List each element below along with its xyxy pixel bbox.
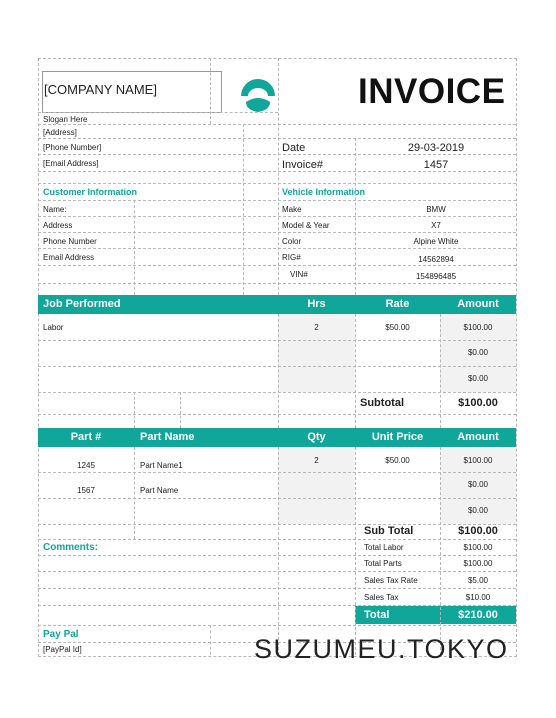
vehicle-color-label: Color [282,237,302,246]
grid-line [38,200,516,201]
parts-row-amount: $100.00 [463,456,493,465]
company-slogan: Slogan Here [43,115,88,124]
company-phone: [Phone Number] [43,143,102,152]
grid-line [355,447,356,655]
grid-line [38,392,516,393]
vehicle-model-value: X7 [431,221,441,230]
job-row-amount: $0.00 [467,374,489,383]
job-header-amount: Amount [457,298,499,310]
job-row-amount: $0.00 [467,348,489,357]
summary-sales-tax-value: $10.00 [465,593,491,602]
comments-title: Comments: [43,542,99,553]
grid-line [38,112,278,113]
company-name: [COMPANY NAME] [44,82,157,97]
total-label: Total [364,609,390,621]
grid-line [38,625,516,626]
summary-total-labor-value: $100.00 [463,543,493,552]
grid-line [38,124,516,125]
grid-line [355,314,356,428]
invoice-number-label: Invoice# [282,159,323,171]
vehicle-vin-value: 154896485 [415,272,457,281]
parts-subtotal-label: Sub Total [364,525,414,537]
vehicle-vin-label: VIN# [290,270,308,279]
vehicle-rig-value: 14562894 [418,255,454,264]
paypal-title: Pay Pal [43,629,79,640]
customer-name-label: Name: [43,205,67,214]
job-row-hrs: 2 [314,323,319,332]
grid-line [38,183,516,184]
grid-line [38,283,516,284]
grid-line [38,498,516,499]
job-row-rate: $50.00 [385,323,410,332]
job-header-rate: Rate [385,298,410,310]
summary-sales-tax-label: Sales Tax [364,593,399,602]
grid-line [440,447,441,655]
company-email: [Email Address] [43,159,99,168]
parts-header-part: Part # [70,431,102,443]
grid-line [278,58,279,295]
grid-line [134,447,135,539]
grid-line [38,555,516,556]
invoice-number-value: 1457 [423,159,449,171]
summary-total-parts-label: Total Parts [364,559,402,568]
grid-line [38,472,516,473]
summary-tax-rate-value: $5.00 [467,576,489,585]
grid-line [278,447,279,655]
customer-email-label: Email Address [43,253,95,262]
date-value: 29-03-2019 [407,142,465,154]
invoice-title: INVOICE [358,72,506,111]
grid-line [38,588,516,589]
grid-line [38,265,516,266]
total-value: $210.00 [458,609,498,621]
grid-line [440,314,441,428]
job-row-amount: $100.00 [463,323,493,332]
parts-header-qty: Qty [307,431,326,443]
grid-line [38,414,516,415]
parts-row-unit: $50.00 [385,456,410,465]
invoice-sheet [38,58,516,656]
grid-line [38,366,516,367]
parts-row-qty: 2 [314,456,319,465]
job-header-hrs: Hrs [307,298,326,310]
grid-line [38,524,516,525]
parts-row-amount: $0.00 [467,480,489,489]
parts-subtotal-value: $100.00 [458,525,498,537]
parts-row-number: 1567 [77,486,95,495]
vehicle-info-title: Vehicle Information [282,187,366,197]
date-label: Date [282,142,306,154]
company-logo-icon [238,76,278,116]
job-subtotal-value: $100.00 [458,397,498,409]
vehicle-make-value: BMW [426,205,446,214]
customer-info-title: Customer Information [43,187,138,197]
grid-line [38,571,516,572]
grid-line [38,340,516,341]
vehicle-model-label: Model & Year [282,221,330,230]
job-header-task: Job Performed [43,298,121,310]
grid-line [243,124,244,295]
grid-line [38,232,516,233]
grid-line [38,248,516,249]
grid-line [210,625,211,655]
parts-row-name: Part Name1 [140,461,183,470]
paypal-id: [PayPal Id] [43,645,82,654]
vehicle-make-label: Make [282,205,302,214]
company-address: [Address] [43,128,77,137]
parts-header-amount: Amount [457,431,499,443]
grid-line [38,138,516,139]
grid-line [134,392,135,428]
grid-line [38,539,516,540]
grid-line [38,171,516,172]
parts-row-number: 1245 [77,461,95,470]
grid-line [134,200,135,295]
grid-line [38,605,516,606]
grid-line [355,138,356,295]
grid-line [210,58,211,124]
grid-line [278,314,279,428]
job-row-task: Labor [43,323,64,332]
parts-row-name: Part Name [140,486,179,495]
parts-header-name: Part Name [140,431,195,443]
grid-line [180,392,181,428]
vehicle-rig-label: RIG# [282,253,301,262]
vehicle-color-value: Alpine White [413,237,459,246]
job-subtotal-label: Subtotal [360,397,404,409]
summary-total-parts-value: $100.00 [463,559,493,568]
grid-line [38,154,516,155]
summary-tax-rate-label: Sales Tax Rate [364,576,418,585]
customer-phone-label: Phone Number [43,237,97,246]
summary-total-labor-label: Total Labor [364,543,404,552]
watermark-text: SUZUMEU.TOKYO [254,634,509,664]
parts-row-amount: $0.00 [467,506,489,515]
customer-address-label: Address [43,221,73,230]
parts-header-unit: Unit Price [371,431,424,443]
grid-line [38,216,516,217]
